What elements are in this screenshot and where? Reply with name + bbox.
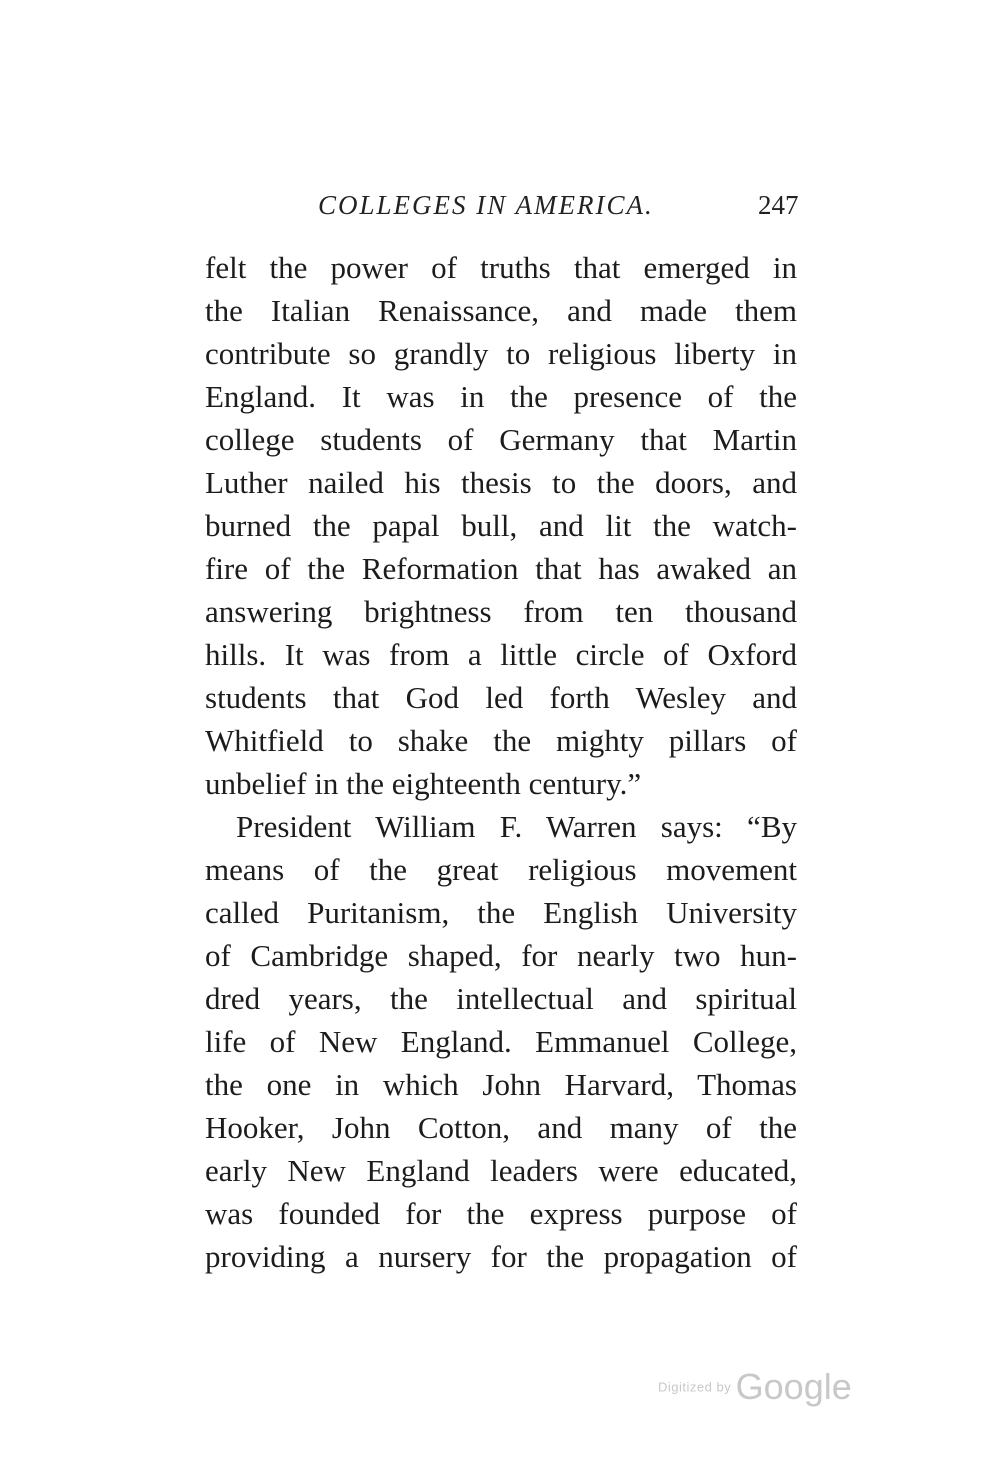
google-logo: Google — [735, 1366, 852, 1407]
text-line: of Cambridge shaped, for nearly two hun- — [205, 938, 797, 973]
paragraph-start-line: President William F. Warren says: “By — [236, 809, 797, 844]
text-line: fire of the Reformation that has awaked an — [205, 551, 797, 586]
text-line: the Italian Renaissance, and made them — [205, 293, 797, 328]
text-line: answering brightness from ten thousand — [205, 594, 797, 629]
digitized-watermark — [658, 1366, 852, 1408]
text-line: the one in which John Harvard, Thomas — [205, 1067, 797, 1102]
text-line: Hooker, John Cotton, and many of the — [205, 1110, 797, 1145]
text-line: Luther nailed his thesis to the doors, and — [205, 465, 797, 500]
text-line: college students of Germany that Martin — [205, 422, 797, 457]
text-line: called Puritanism, the English University — [205, 895, 797, 930]
text-line: hills. It was from a little circle of Oxford — [205, 637, 797, 672]
watermark-prefix: Digitized by — [658, 1379, 732, 1395]
page-number: 247 — [758, 190, 799, 220]
text-line: contribute so grandly to religious liberty in — [205, 336, 797, 371]
text-line: was founded for the express purpose of — [205, 1196, 797, 1231]
text-line: life of New England. Emmanuel College, — [205, 1024, 797, 1059]
text-line: providing a nursery for the propagation of — [205, 1239, 797, 1274]
text-line: dred years, the intellectual and spiritual — [205, 981, 797, 1016]
text-line: Whitfield to shake the mighty pillars of — [205, 723, 797, 758]
text-line: means of the great religious movement — [205, 852, 797, 887]
text-line: unbelief in the eighteenth century.” — [205, 766, 642, 801]
running-head-title: COLLEGES IN AMERICA. — [318, 190, 654, 220]
text-line: burned the papal bull, and lit the watch- — [205, 508, 797, 543]
text-line: students that God led forth Wesley and — [205, 680, 797, 715]
text-line: felt the power of truths that emerged in — [205, 250, 797, 285]
text-line: England. It was in the presence of the — [205, 379, 797, 414]
text-line: early New England leaders were educated, — [205, 1153, 797, 1188]
